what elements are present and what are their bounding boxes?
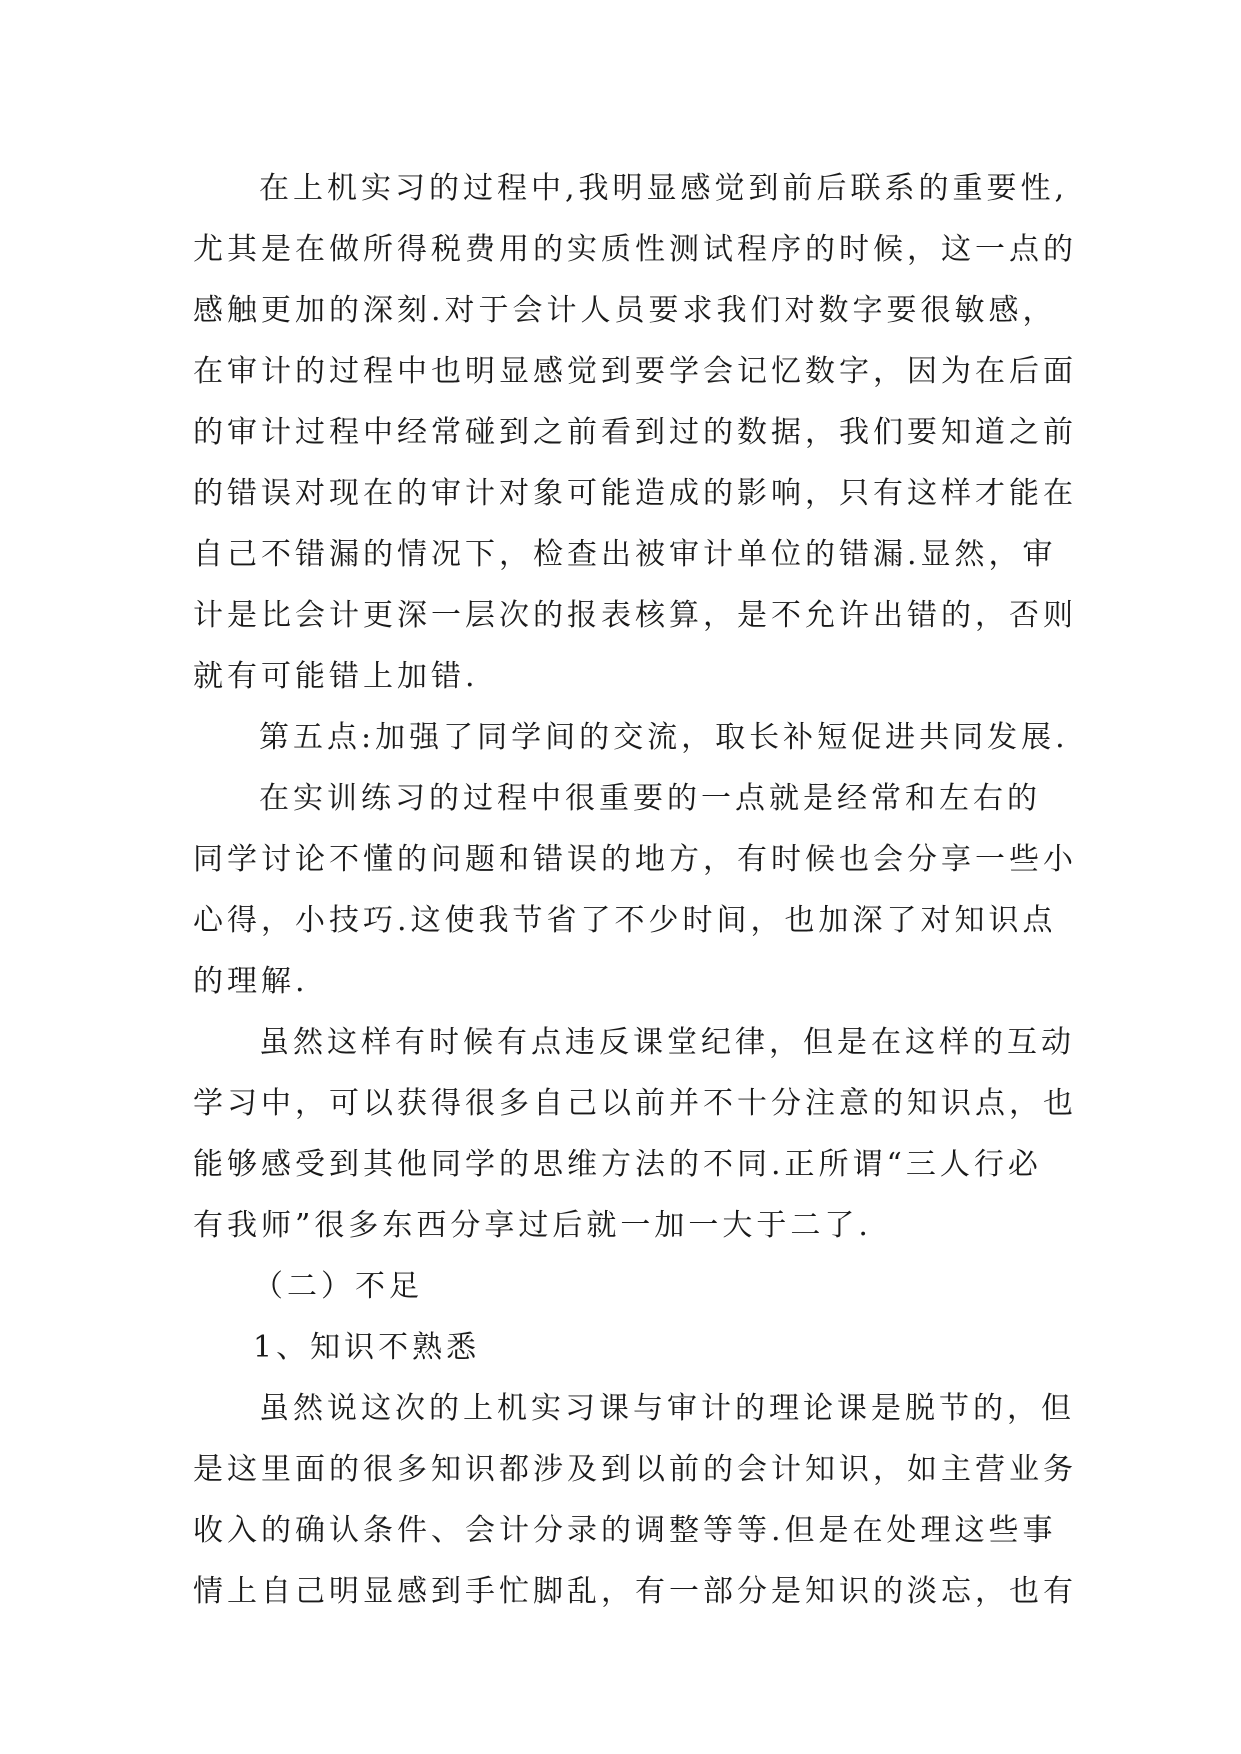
text-line: 自己不错漏的情况下，检查出被审计单位的错漏.显然，审 bbox=[193, 537, 1057, 572]
text-line: 计是比会计更深一层次的报表核算，是不允许出错的，否则 bbox=[193, 598, 1077, 633]
text-line: 同学讨论不懂的问题和错误的地方，有时候也会分享一些小 bbox=[193, 842, 1077, 877]
text-line: 的审计过程中经常碰到之前看到过的数据，我们要知道之前 bbox=[193, 415, 1077, 450]
text-line: 的错误对现在的审计对象可能造成的影响，只有这样才能在 bbox=[193, 476, 1077, 511]
text-line: 有我师”很多东西分享过后就一加一大于二了. bbox=[193, 1208, 872, 1243]
text-line: 就有可能错上加错. bbox=[193, 659, 479, 694]
text-line: 在上机实习的过程中,我明显感觉到前后联系的重要性, bbox=[259, 171, 1069, 206]
text-line: 心得，小技巧.这使我节省了不少时间，也加深了对知识点 bbox=[193, 903, 1057, 938]
text-line: 在审计的过程中也明显感觉到要学会记忆数字，因为在后面 bbox=[193, 354, 1077, 389]
section-heading: （二）不足 bbox=[253, 1269, 423, 1304]
text-line: 的理解. bbox=[193, 964, 309, 999]
text-line: 能够感受到其他同学的思维方法的不同.正所谓“三人行必 bbox=[193, 1147, 1042, 1182]
text-line: 情上自己明显感到手忙脚乱，有一部分是知识的淡忘，也有 bbox=[193, 1574, 1077, 1609]
body-text bbox=[193, 158, 1077, 1622]
text-line: 尤其是在做所得税费用的实质性测试程序的时候，这一点的 bbox=[193, 232, 1077, 267]
text-line: 收入的确认条件、会计分录的调整等等.但是在处理这些事 bbox=[193, 1513, 1057, 1548]
text-line: 虽然这样有时候有点违反课堂纪律，但是在这样的互动 bbox=[259, 1025, 1075, 1060]
text-line: 学习中，可以获得很多自己以前并不十分注意的知识点，也 bbox=[193, 1086, 1077, 1121]
text-line: 虽然说这次的上机实习课与审计的理论课是脱节的，但 bbox=[259, 1391, 1075, 1426]
text-line: 是这里面的很多知识都涉及到以前的会计知识，如主营业务 bbox=[193, 1452, 1077, 1487]
section-heading: 第五点:加强了同学间的交流，取长补短促进共同发展. bbox=[259, 720, 1069, 755]
subsection-heading: 1、知识不熟悉 bbox=[253, 1330, 481, 1365]
text-line: 在实训练习的过程中很重要的一点就是经常和左右的 bbox=[259, 781, 1041, 816]
text-line: 感触更加的深刻.对于会计人员要求我们对数字要很敏感， bbox=[193, 293, 1057, 328]
